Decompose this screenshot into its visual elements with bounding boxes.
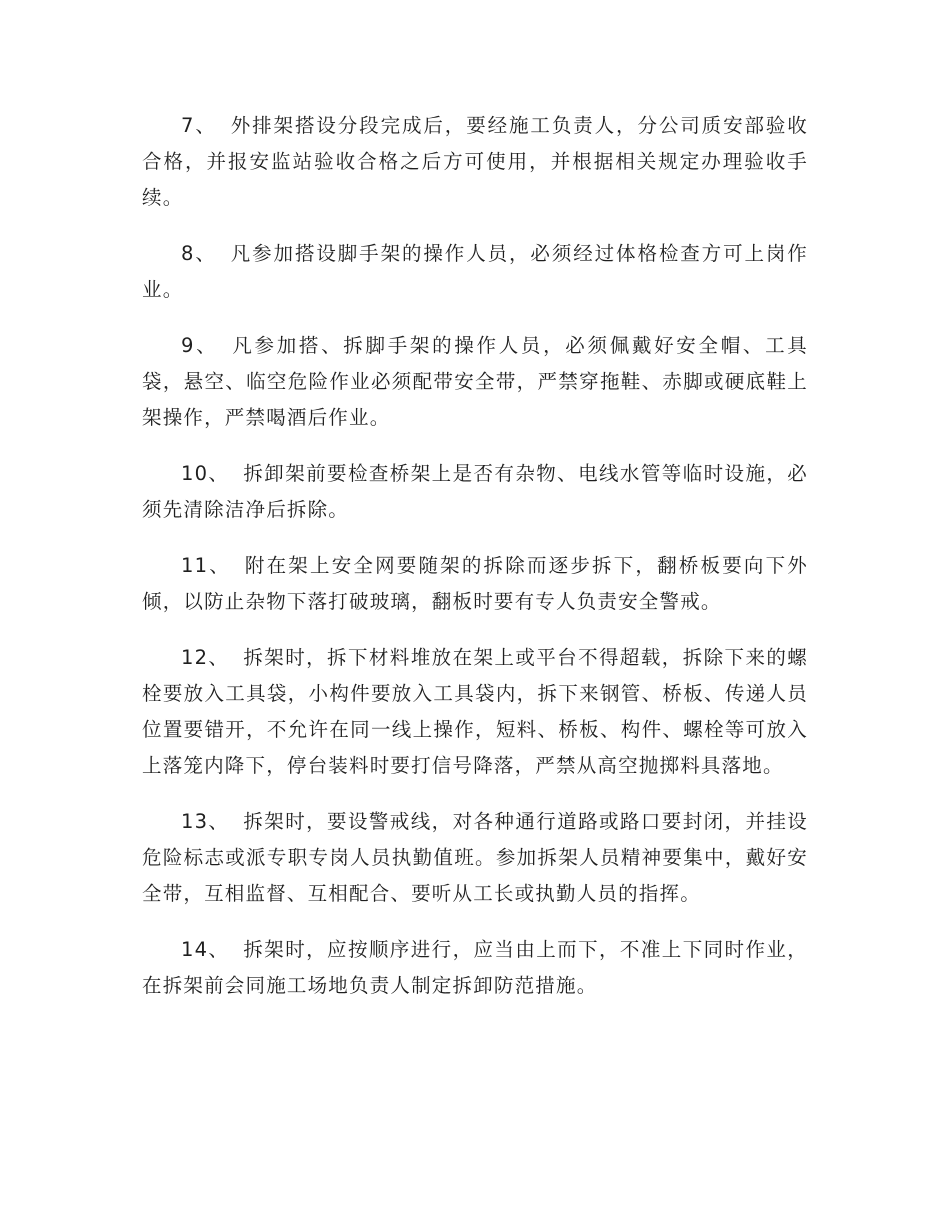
- paragraph-8: [142, 236, 808, 308]
- paragraph-text: 拆架时，应按顺序进行，应当由上而下，不准上下同时作业，在拆架前会同施工场地负责人制定拆卸防范措施。: [142, 938, 808, 997]
- paragraph-9: [142, 328, 808, 436]
- paragraph-7: [142, 108, 808, 216]
- paragraph-text: 凡参加搭设脚手架的操作人员，必须经过体格检查方可上岗作业。: [142, 242, 809, 301]
- paragraph-text: 凡参加搭、拆脚手架的操作人员，必须佩戴好安全帽、工具袋，悬空、临空危险作业必须配带安全带，严禁穿拖鞋、赤脚或硬底鞋上架操作，严禁喝酒后作业。: [142, 334, 808, 429]
- paragraph-11: [142, 548, 808, 620]
- paragraph-number: 9、: [181, 334, 219, 357]
- paragraph-text: 外排架搭设分段完成后，要经施工负责人，分公司质安部验收合格，并报安监站验收合格之后方可使用，并根据相关规定办理验收手续。: [142, 114, 809, 209]
- paragraph-13: [142, 804, 808, 912]
- paragraph-number: 13、: [181, 810, 230, 833]
- paragraph-14: [142, 932, 808, 1004]
- paragraph-text: 附在架上安全网要随架的拆除而逐步拆下，翻桥板要向下外倾，以防止杂物下落打破玻璃，翻板时要有专人负责安全警戒。: [142, 554, 808, 613]
- paragraph-10: [142, 456, 808, 528]
- paragraph-number: 11、: [181, 554, 231, 577]
- paragraph-text: 拆架时，要设警戒线，对各种通行道路或路口要封闭，并挂设危险标志或派专职专岗人员执勤值班。参加拆架人员精神要集中，戴好安全带，互相监督、互相配合、要听从工长或执勤人员的指挥。: [142, 810, 808, 905]
- paragraph-12: [142, 640, 808, 784]
- paragraph-text: 拆架时，拆下材料堆放在架上或平台不得超载，拆除下来的螺栓要放入工具袋，小构件要放入工具袋内，拆下来钢管、桥板、传递人员位置要错开，不允许在同一线上操作，短料、桥板、构件、螺栓等可放入上落笼内降下，停台装料时要打信号降落，严禁从高空抛掷料具落地。: [142, 646, 808, 777]
- paragraph-number: 7、: [181, 114, 217, 137]
- paragraph-number: 14、: [181, 938, 230, 961]
- paragraph-number: 10、: [181, 462, 230, 485]
- document-body: [142, 108, 808, 1024]
- paragraph-text: 拆卸架前要检查桥架上是否有杂物、电线水管等临时设施，必须先清除洁净后拆除。: [142, 462, 808, 521]
- paragraph-number: 8、: [181, 242, 217, 265]
- paragraph-number: 12、: [181, 646, 230, 669]
